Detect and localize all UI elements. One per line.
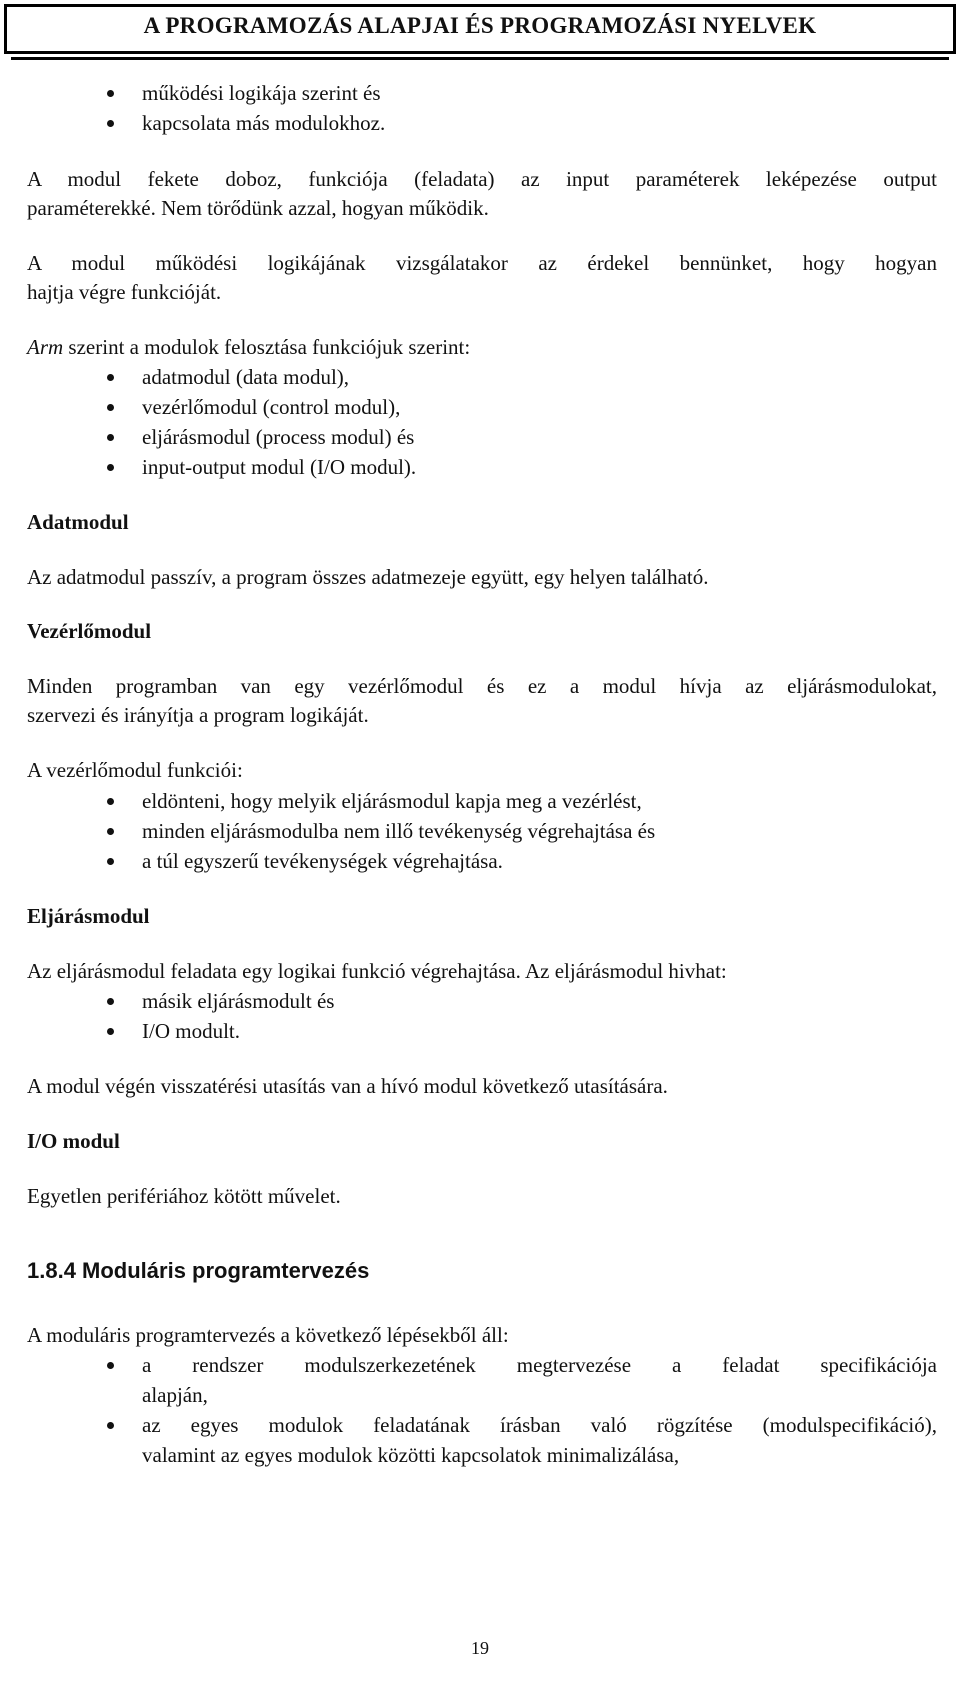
bullet-icon — [107, 828, 114, 835]
list-item: adatmodul (data modul), — [142, 362, 349, 392]
bullet-icon — [107, 998, 114, 1005]
paragraph-line: A modul fekete doboz, funkciója (feladata) az input paraméterek leképezése output — [27, 167, 937, 191]
list-item: működési logikája szerint és — [142, 78, 381, 108]
list-item: eldönteni, hogy melyik eljárásmodul kapja meg a vezérlést, — [142, 786, 642, 816]
list-item: a túl egyszerű tevékenységek végrehajtása. — [142, 846, 503, 876]
bullet-icon — [107, 858, 114, 865]
paragraph-line: hajtja végre funkcióját. — [27, 280, 222, 304]
paragraph-line: Minden programban van egy vezérlőmodul és ez a modul hívja az eljárásmodulokat, — [27, 674, 937, 698]
bullet-icon — [107, 1028, 114, 1035]
list-item-continuation: valamint az egyes modulok közötti kapcsolatok minimalizálása, — [142, 1443, 680, 1467]
paragraph-line: paraméterekké. Nem törődünk azzal, hogyan működik. — [27, 196, 489, 220]
bullet-icon — [107, 404, 114, 411]
section-heading-vezerlomodul: Vezérlőmodul — [27, 619, 152, 643]
bullet-icon — [107, 434, 114, 441]
bullet-icon — [107, 374, 114, 381]
list-item: vezérlőmodul (control modul), — [142, 392, 400, 422]
list-item: eljárásmodul (process modul) és — [142, 422, 414, 452]
bullet-icon — [107, 464, 114, 471]
list-item: az egyes modulok feladatának írásban való rögzítése (modulspecifikáció), — [142, 1410, 937, 1440]
bullet-icon — [107, 798, 114, 805]
paragraph-line: A moduláris programtervezés a következő lépésekből áll: — [27, 1323, 509, 1347]
arm-intro: Arm szerint a modulok felosztása funkciójuk szerint: — [27, 335, 471, 359]
paragraph-line: A modul végén visszatérési utasítás van a hívó modul következő utasítására. — [27, 1074, 668, 1098]
paragraph-line: Az adatmodul passzív, a program összes adatmezeje együtt, egy helyen található. — [27, 565, 709, 589]
bullet-icon — [107, 90, 114, 97]
list-item: I/O modult. — [142, 1016, 240, 1046]
bullet-icon — [107, 120, 114, 127]
header-title: A PROGRAMOZÁS ALAPJAI ÉS PROGRAMOZÁSI NYELVEK — [143, 13, 817, 38]
list-item: másik eljárásmodult és — [142, 986, 334, 1016]
running-header — [4, 4, 956, 54]
section-heading-io-modul: I/O modul — [27, 1129, 120, 1153]
paragraph-line: szervezi és irányítja a program logikáját. — [27, 703, 369, 727]
list-item: minden eljárásmodulba nem illő tevékenység végrehajtása és — [142, 816, 655, 846]
list-item-continuation: alapján, — [142, 1383, 208, 1407]
section-heading-eljarasmodul: Eljárásmodul — [27, 904, 150, 928]
section-heading-adatmodul: Adatmodul — [27, 510, 129, 534]
bullet-icon — [107, 1422, 114, 1429]
author-name: Arm — [27, 335, 64, 359]
list-item: a rendszer modulszerkezetének megtervezése a feladat specifikációja — [142, 1350, 937, 1380]
bullet-icon — [107, 1362, 114, 1369]
paragraph-line: Az eljárásmodul feladata egy logikai funkció végrehajtása. Az eljárásmodul hivhat: — [27, 959, 727, 983]
paragraph-line: Egyetlen perifériához kötött művelet. — [27, 1184, 341, 1208]
page-number: 19 — [471, 1638, 489, 1658]
list-item: input-output modul (I/O modul). — [142, 452, 416, 482]
section-title: 1.8.4 Moduláris programtervezés — [27, 1258, 370, 1283]
paragraph-line: A modul működési logikájának vizsgálatakor az érdekel bennünket, hogy hogyan — [27, 251, 937, 275]
paragraph-line: A vezérlőmodul funkciói: — [27, 758, 243, 782]
list-item: kapcsolata más modulokhoz. — [142, 108, 385, 138]
